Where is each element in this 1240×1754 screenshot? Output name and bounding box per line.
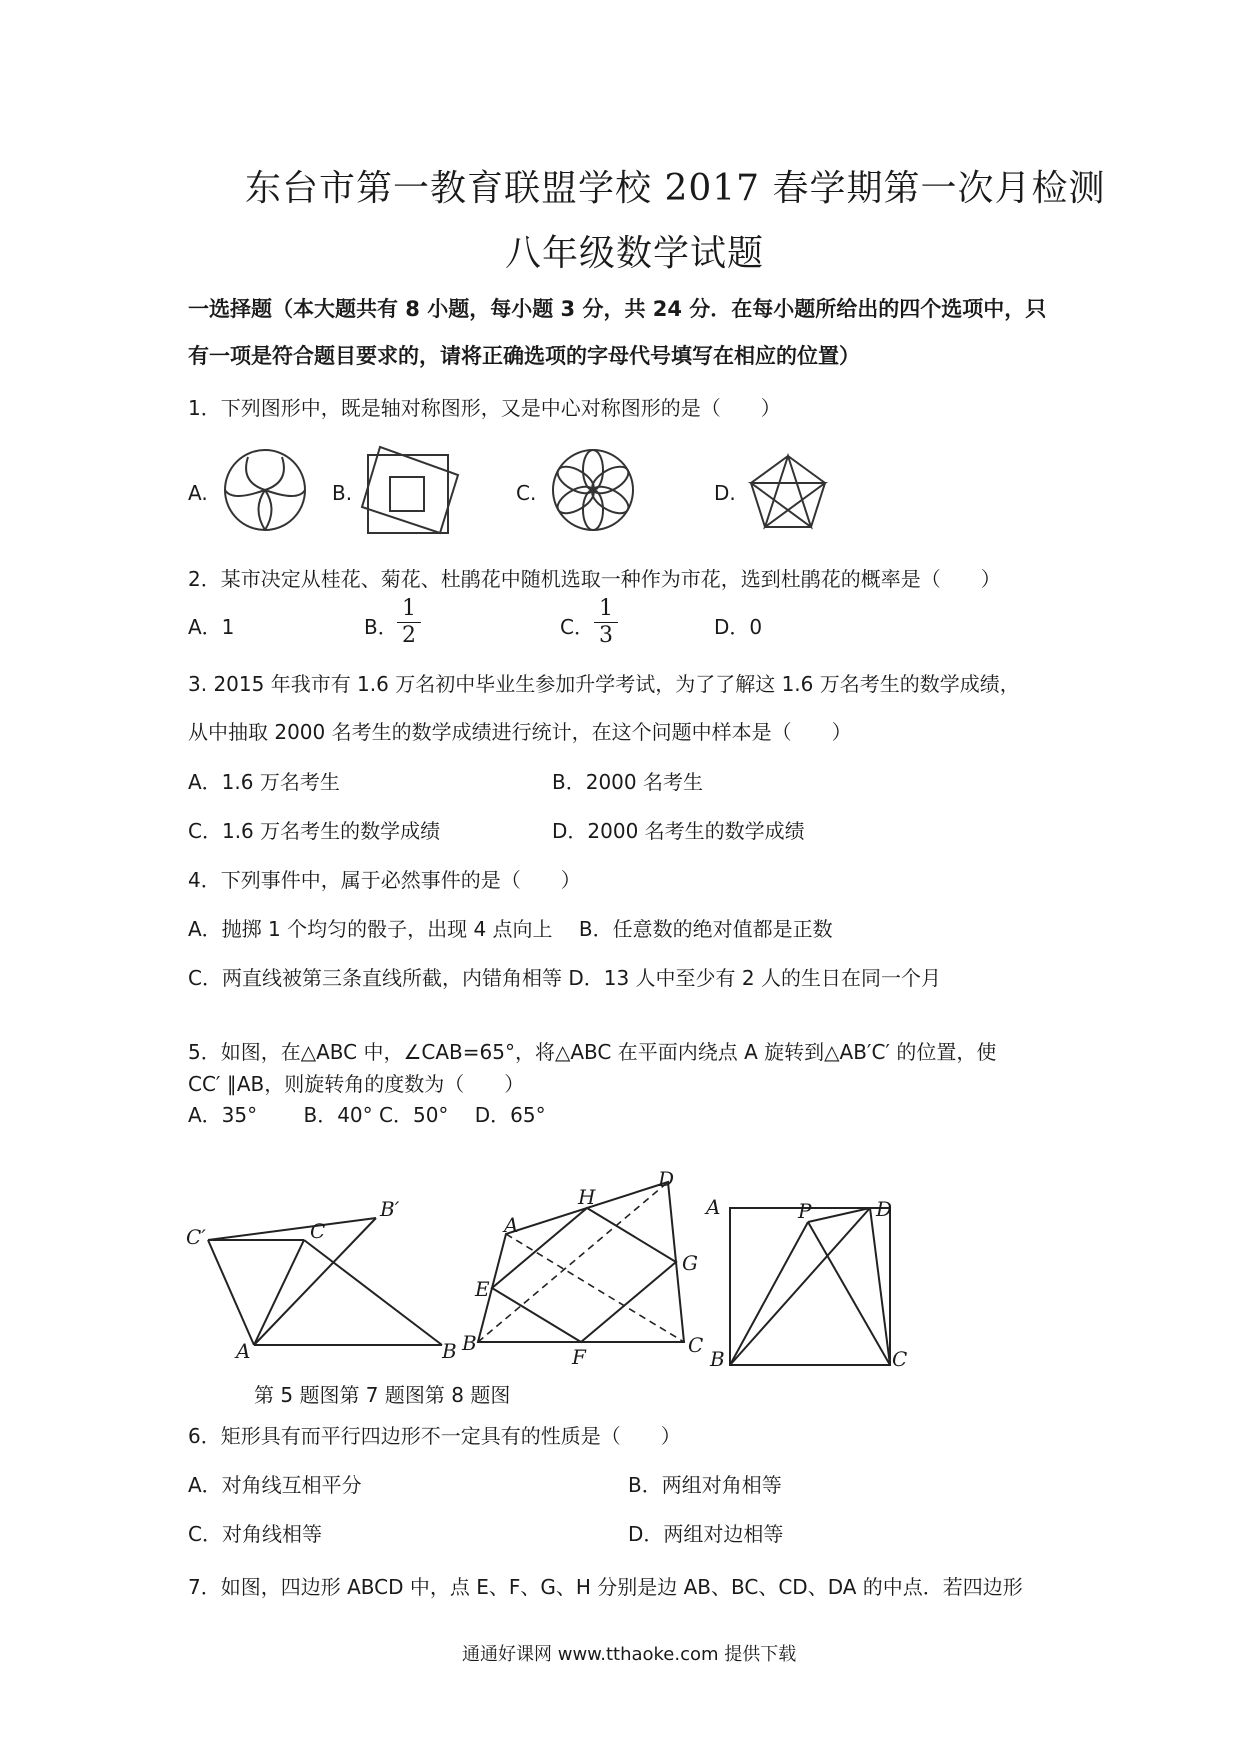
page-subtitle: 八年级数学试题 [505, 233, 765, 274]
q1-option-b-label: B. [332, 481, 353, 505]
q2-option-b-label: B． [364, 615, 398, 639]
fig5-label-b-prime: B′ [380, 1197, 400, 1221]
figures-caption: 第 5 题图第 7 题图第 8 题图 [254, 1383, 511, 1407]
figure-5-rotation-diagram [180, 1180, 480, 1360]
fig8-label-p: P [798, 1199, 812, 1223]
fig7-label-c: C [688, 1333, 704, 1357]
q2-option-c-label: C． [560, 615, 594, 639]
page-title: 东台市第一教育联盟学校 2017 春学期第一次月检测 [245, 168, 1106, 209]
question-3-line2: 从中抽取 2000 名考生的数学成绩进行统计，在这个问题中样本是（ ） [188, 720, 852, 744]
question-5-line2: CC′ ∥AB，则旋转角的度数为（ ） [188, 1072, 525, 1096]
fig8-label-b: B [710, 1347, 725, 1370]
question-6-text: 6．矩形具有而平行四边形不一定具有的性质是（ ） [188, 1424, 681, 1448]
q3-option-c: C．1.6 万名考生的数学成绩 [188, 819, 441, 843]
q1-option-c-label: C. [516, 481, 537, 505]
fig7-label-f: F [572, 1345, 586, 1369]
question-4-text: 4．下列事件中，属于必然事件的是（ ） [188, 868, 581, 892]
q2-option-d: D．0 [714, 615, 763, 639]
q5-options: A．35° B．40° C．50° D．65° [188, 1103, 546, 1127]
fig8-label-a: A [706, 1195, 721, 1219]
fig5-label-c-prime: C′ [186, 1225, 206, 1249]
fig7-label-b: B [462, 1331, 477, 1355]
fig8-label-d: D [876, 1197, 893, 1221]
q3-option-d: D．2000 名考生的数学成绩 [552, 819, 805, 843]
q2-option-c-fraction: 1 3 [594, 597, 618, 648]
question-1-text: 1．下列图形中，既是轴对称图形，又是中心对称图形的是（ ） [188, 396, 781, 420]
question-3-line1: 3. 2015 年我市有 1.6 万名初中毕业生参加升学考试，为了了解这 1.6 万名考生的数学成绩， [188, 672, 1020, 696]
figure-8-square-diagram [700, 1180, 920, 1370]
q6-option-a: A．对角线互相平分 [188, 1473, 362, 1497]
fig5-label-b: B [442, 1339, 457, 1360]
rotated-squares-icon [360, 445, 460, 537]
q4-options-ab: A．抛掷 1 个均匀的骰子，出现 4 点向上 B．任意数的绝对值都是正数 [188, 917, 833, 941]
fig7-label-d: D [658, 1170, 675, 1191]
question-5-line1: 5．如图，在△ABC 中，∠CAB=65°，将△ABC 在平面内绕点 A 旋转到△AB′C′ 的位置，使 [188, 1040, 997, 1064]
fig5-label-c: C [310, 1219, 326, 1243]
fig7-label-h: H [578, 1185, 596, 1209]
fig7-label-e: E [475, 1277, 490, 1301]
question-7-text: 7．如图，四边形 ABCD 中，点 E、F、G、H 分别是边 AB、BC、CD、DA 的中点．若四边形 [188, 1575, 1023, 1599]
section-heading-line1: 一选择题（本大题共有 8 小题，每小题 3 分，共 24 分．在每小题所给出的四个选项中，只 [188, 297, 1047, 321]
three-petal-circle-icon [222, 447, 308, 533]
q6-option-d: D．两组对边相等 [628, 1522, 784, 1546]
six-petal-circle-icon [550, 447, 636, 533]
q1-option-a-label: A. [188, 481, 208, 505]
q6-option-b: B．两组对角相等 [628, 1473, 782, 1497]
fig7-label-g: G [682, 1251, 698, 1275]
pentagram-pentagon-icon [748, 453, 828, 531]
question-2-text: 2．某市决定从桂花、菊花、杜鹃花中随机选取一种作为市花，选到杜鹃花的概率是（ ） [188, 567, 1001, 591]
q3-option-b: B．2000 名考生 [552, 770, 703, 794]
fig8-label-c: C [892, 1347, 908, 1370]
q2-option-b-fraction: 1 2 [397, 597, 421, 648]
footer-text: 通通好课网 www.tthaoke.com 提供下载 [462, 1644, 797, 1665]
q4-options-cd: C．两直线被第三条直线所截，内错角相等 D．13 人中至少有 2 人的生日在同一个月 [188, 966, 941, 990]
figure-7-quadrilateral-diagram [460, 1170, 710, 1370]
q3-option-a: A．1.6 万名考生 [188, 770, 340, 794]
q6-option-c: C．对角线相等 [188, 1522, 322, 1546]
q2-option-a: A．1 [188, 615, 235, 639]
q1-option-d-label: D. [714, 481, 736, 505]
fig7-label-a: A [504, 1213, 519, 1237]
fig5-label-a: A [236, 1339, 251, 1360]
section-heading-line2: 有一项是符合题目要求的，请将正确选项的字母代号填写在相应的位置） [188, 344, 860, 368]
